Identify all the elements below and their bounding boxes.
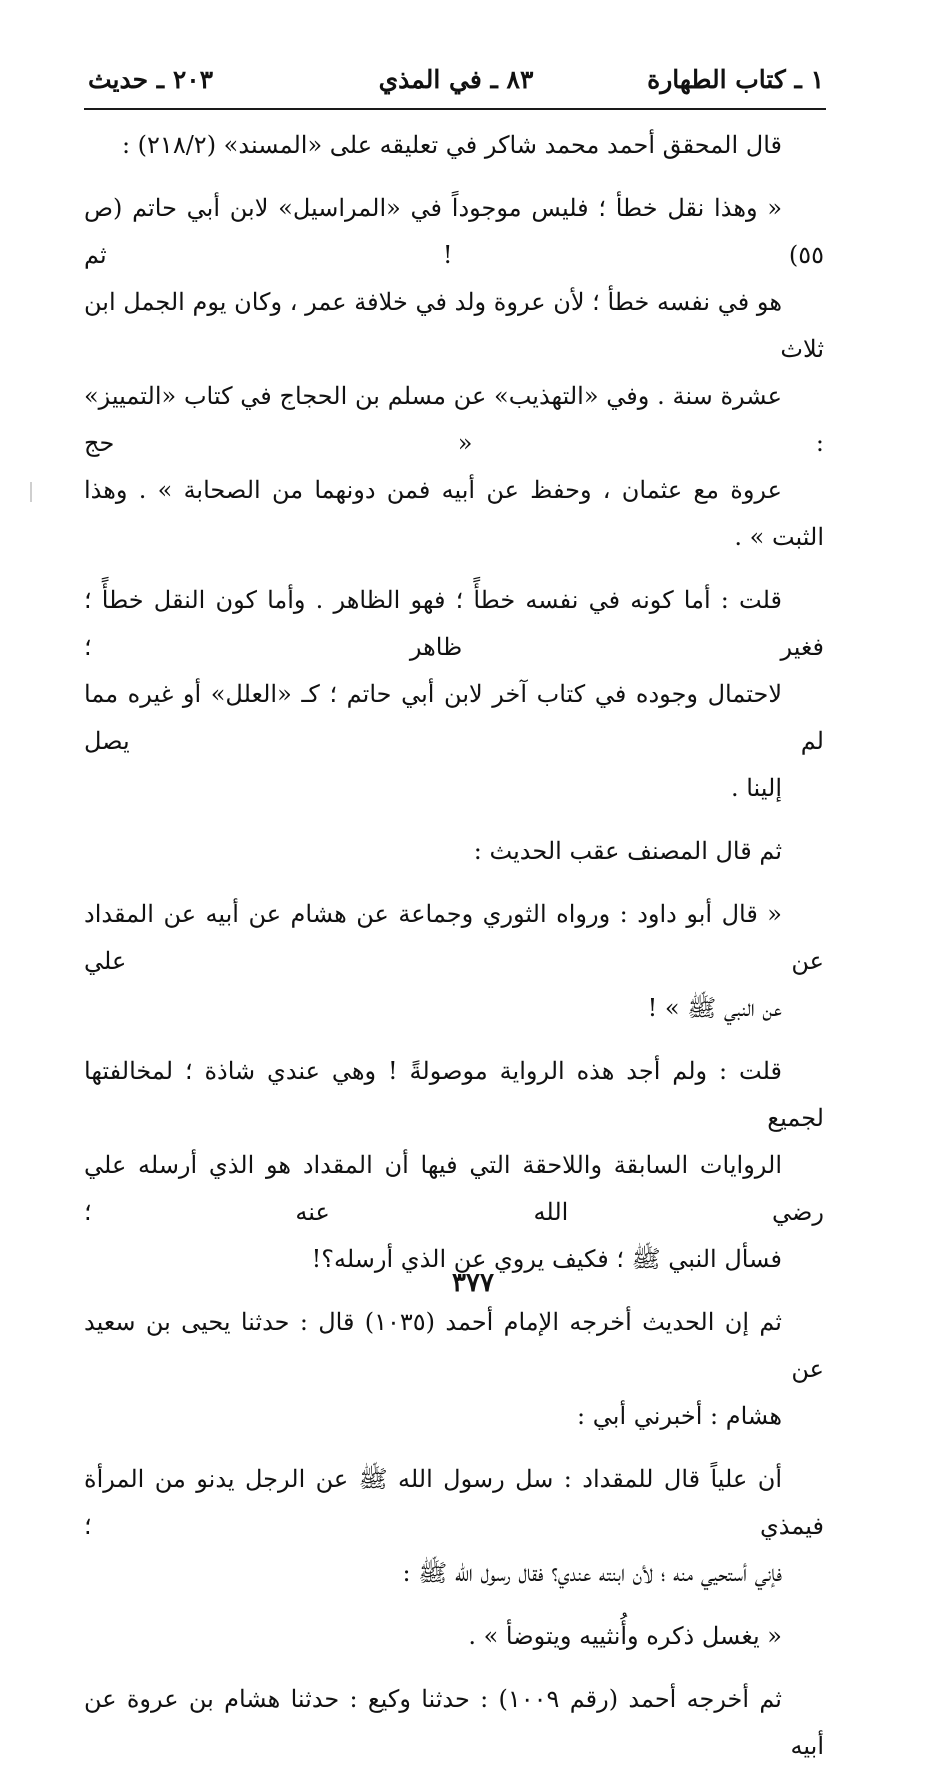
text-line: قال المحقق أحمد محمد شاكر في تعليقه على «المسند» (٢١٨/٢) : bbox=[121, 131, 782, 159]
running-header bbox=[88, 62, 824, 98]
text-line: عن النبي ﷺ » ! bbox=[647, 994, 782, 1022]
text-line: ثم إن الحديث أخرجه الإمام أحمد (١٠٣٥) قال : حدثنا يحيى بن سعيد عن bbox=[84, 1308, 824, 1383]
paragraph-author-note bbox=[84, 577, 824, 812]
text-line: هشام : أخبرني أبي : bbox=[577, 1402, 782, 1430]
text-line: لاحتمال وجوده في كتاب آخر لابن أبي حاتم ؛ كـ «العلل» أو غيره مما لم يصل bbox=[84, 680, 824, 755]
margin-mark bbox=[30, 482, 32, 502]
paragraph-ahmad-1035 bbox=[84, 1299, 824, 1440]
paragraph-shakir-quote bbox=[84, 185, 824, 561]
paragraph-prophet-answer bbox=[84, 1613, 824, 1660]
text-line: عروة مع عثمان ، وحفظ عن أبيه فمن دونهما من الصحابة » . وهذا الثبت » . bbox=[84, 476, 824, 551]
text-line: قلت : أما كونه في نفسه خطأً ؛ فهو الظاهر . وأما كون النقل خطأً ؛ فغير ظاهر ؛ bbox=[84, 586, 824, 661]
text-line: « قال أبو داود : ورواه الثوري وجماعة عن هشام عن أبيه عن المقداد عن علي bbox=[84, 900, 824, 975]
text-line: أن علياً قال للمقداد : سل رسول الله ﷺ عن الرجل يدنو من المرأة فيمذي ؛ bbox=[84, 1465, 824, 1540]
text-line: ثم أخرجه أحمد (رقم ١٠٠٩) : حدثنا وكيع : حدثنا هشام بن عروة عن أبيه bbox=[84, 1685, 824, 1760]
text-line: الروايات السابقة واللاحقة التي فيها أن المقداد هو الذي أرسله علي رضي الله عنه ؛ bbox=[84, 1151, 824, 1226]
text-line: فسأل النبي ﷺ ؛ فكيف يروي عن الذي أرسله؟! bbox=[311, 1245, 782, 1273]
text-line: « وهذا نقل خطأ ؛ فليس موجوداً في «المراسيل» لابن أبي حاتم (ص ٥٥) ! ثم bbox=[84, 194, 824, 269]
text-line: عشرة سنة . وفي «التهذيب» عن مسلم بن الحجاج في كتاب «التمييز» : « حج bbox=[84, 382, 824, 457]
paragraph-shadh-note bbox=[84, 1048, 824, 1283]
header-hadith-number: ٢٠٣ ـ حديث bbox=[88, 65, 214, 94]
text-line: « يغسل ذكره وأُنثييه ويتوضأ » . bbox=[468, 1622, 782, 1650]
paragraph-musannif-intro bbox=[84, 828, 824, 875]
text-line: هو في نفسه خطأ ؛ لأن عروة ولد في خلافة عمر ، وكان يوم الجمل ابن ثلاث bbox=[84, 288, 824, 363]
paragraph-ahmad-1009 bbox=[84, 1676, 824, 1770]
paragraph-abu-dawud-quote bbox=[84, 891, 824, 1032]
paragraph-hadith-text bbox=[84, 1456, 824, 1597]
header-section: ٨٣ ـ في المذي bbox=[378, 65, 534, 94]
page-number: ٣٧٧ bbox=[452, 1268, 494, 1298]
header-divider bbox=[84, 108, 826, 110]
text-line: قلت : ولم أجد هذه الرواية موصولةً ! وهي عندي شاذة ؛ لمخالفتها لجميع bbox=[84, 1057, 824, 1132]
header-chapter: ١ ـ كتاب الطهارة bbox=[647, 65, 824, 94]
body-text bbox=[84, 118, 824, 1786]
text-line: ثم قال المصنف عقب الحديث : bbox=[473, 837, 782, 865]
paragraph-shakir-comment bbox=[84, 122, 824, 169]
text-line: فإني أستحيي منه ؛ لأن ابنته عندي؟ فقال رسول الله ﷺ : bbox=[402, 1559, 782, 1587]
text-line: إلينا . bbox=[730, 774, 782, 802]
